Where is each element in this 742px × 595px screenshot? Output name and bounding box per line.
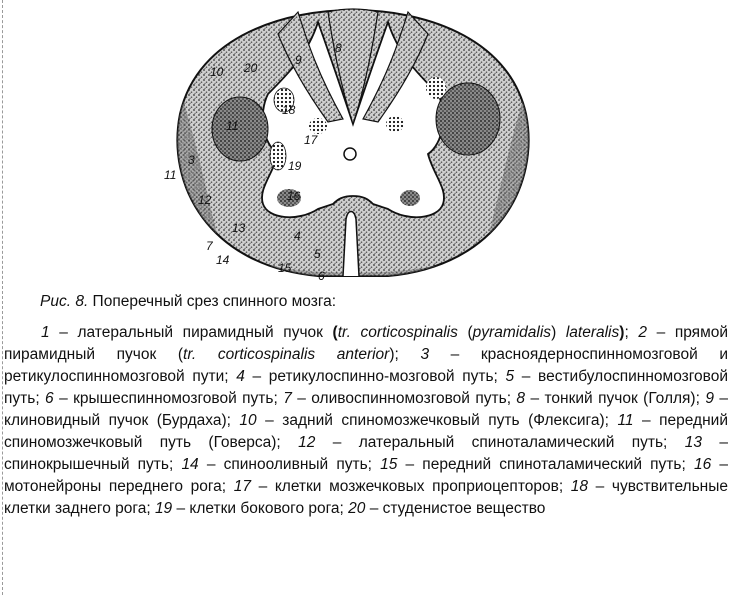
label-15: 15 <box>278 261 292 275</box>
legend-text: – прямой пирамидный пучок ( <box>4 324 729 363</box>
legend-num: 7 <box>283 390 292 407</box>
legend-text: – красноядерноспинномозговой и ретикулоспинномозговой пути; <box>4 346 729 385</box>
legend-num: 6 <box>45 390 54 407</box>
legend-num: 20 <box>348 500 366 517</box>
label-9: 9 <box>295 53 302 67</box>
legend-num: 9 <box>705 390 714 407</box>
motor-neurons-right <box>400 190 420 206</box>
legend-num: 3 <box>420 346 430 363</box>
legend-num: 14 <box>181 456 199 473</box>
label-20: 20 <box>244 61 258 75</box>
legend-num: 5 <box>505 368 515 385</box>
dorsal-nucleus-cells-left <box>309 118 327 134</box>
legend-text: – оливоспинномозговой путь; <box>291 390 517 407</box>
legend-num: 10 <box>239 412 257 429</box>
lateral-horn-cells-left <box>270 142 286 170</box>
legend-text: – студенистое вещество <box>365 500 546 517</box>
label-4: 4 <box>294 229 301 243</box>
label-8: 8 <box>335 41 342 55</box>
legend-text: – латеральный спиноталамический путь; <box>315 434 685 451</box>
label-3: 3 <box>188 153 195 167</box>
legend-text: ) <box>551 324 566 341</box>
legend-text: – тонкий пучок (Голля); <box>525 390 706 407</box>
left-dashed-border <box>2 0 3 595</box>
label-5: 5 <box>314 247 321 261</box>
label-19: 19 <box>288 159 302 173</box>
caption-prefix: Рис. 8. <box>40 293 89 310</box>
lateral-corticospinal-tract-right <box>436 83 500 155</box>
legend-text: ); <box>389 346 421 363</box>
legend-text: – чувствительные клетки заднего рога; <box>4 478 729 517</box>
label-18: 18 <box>282 103 296 117</box>
caption-text: Поперечный срез спинного мозга: <box>88 293 337 310</box>
legend-num: 1 <box>41 324 50 341</box>
legend-text: – латеральный пирамидный пучок <box>49 324 333 341</box>
legend-text: – клетки бокового рога; <box>172 500 349 517</box>
label-14: 14 <box>216 253 230 267</box>
label-10: 10 <box>210 65 224 79</box>
dorsal-nucleus-cells-right <box>386 116 404 132</box>
legend-text: – ретикулоспинно-мозговой путь; <box>244 368 506 385</box>
label-17: 17 <box>304 133 318 147</box>
legend-latin: lateralis <box>565 324 620 341</box>
legend-text: ; <box>624 324 639 341</box>
legend-num: 13 <box>684 434 702 451</box>
label-12: 12 <box>198 193 212 207</box>
legend-text: ) <box>619 324 625 341</box>
legend-text: ( <box>457 324 473 341</box>
legend-latin: tr. corticospinalis <box>337 324 458 341</box>
posterior-horn-cells-right <box>426 77 446 99</box>
legend-latin: pyramidalis <box>472 324 552 341</box>
legend-num: 2 <box>638 324 647 341</box>
legend-text: – клиновидный пучок (Бурдаха); <box>4 390 728 429</box>
legend-num: 15 <box>380 456 398 473</box>
anterior-median-fissure <box>343 212 359 277</box>
spinal-cord-cross-section-figure <box>164 4 538 284</box>
legend-text: – задний спиномозжечковый путь (Флексига); <box>256 412 618 429</box>
label-6: 6 <box>318 269 325 283</box>
legend-text: – передний спиноталамический путь; <box>397 456 694 473</box>
legend-num: 4 <box>236 368 245 385</box>
legend-num: 16 <box>693 456 712 473</box>
legend-text: – спинооливный путь; <box>198 456 381 473</box>
legend-text: – передний спиномозжечковый путь (Говерса); <box>4 412 728 451</box>
label-16: 16 <box>287 189 301 203</box>
label-11: 11 <box>226 119 239 133</box>
legend-text: ( <box>332 324 338 341</box>
label-11-lower: 11 <box>164 168 177 182</box>
legend-num: 17 <box>233 478 251 495</box>
legend-num: 8 <box>516 390 526 407</box>
label-7: 7 <box>206 239 213 253</box>
legend-text: – спинокрышечный путь; <box>4 434 728 473</box>
legend-text: – крышеспинномозговой путь; <box>53 390 284 407</box>
legend-latin: tr. corticospinalis anterior <box>183 346 390 363</box>
lateral-corticospinal-tract-left <box>212 97 268 161</box>
label-13: 13 <box>232 221 246 235</box>
legend-text: – клетки мозжечковых проприоцепторов; <box>250 478 571 495</box>
figure-legend <box>4 322 728 520</box>
figure-caption <box>40 291 730 313</box>
legend-text: – вестибулоспинномозговой путь; <box>4 368 729 407</box>
legend-num: 12 <box>298 434 316 451</box>
legend-text: – мотонейроны переднего рога; <box>4 456 728 495</box>
central-canal <box>344 148 356 160</box>
legend-num: 19 <box>154 500 173 517</box>
legend-num: 18 <box>570 478 589 495</box>
legend-num: 11 <box>617 412 634 429</box>
